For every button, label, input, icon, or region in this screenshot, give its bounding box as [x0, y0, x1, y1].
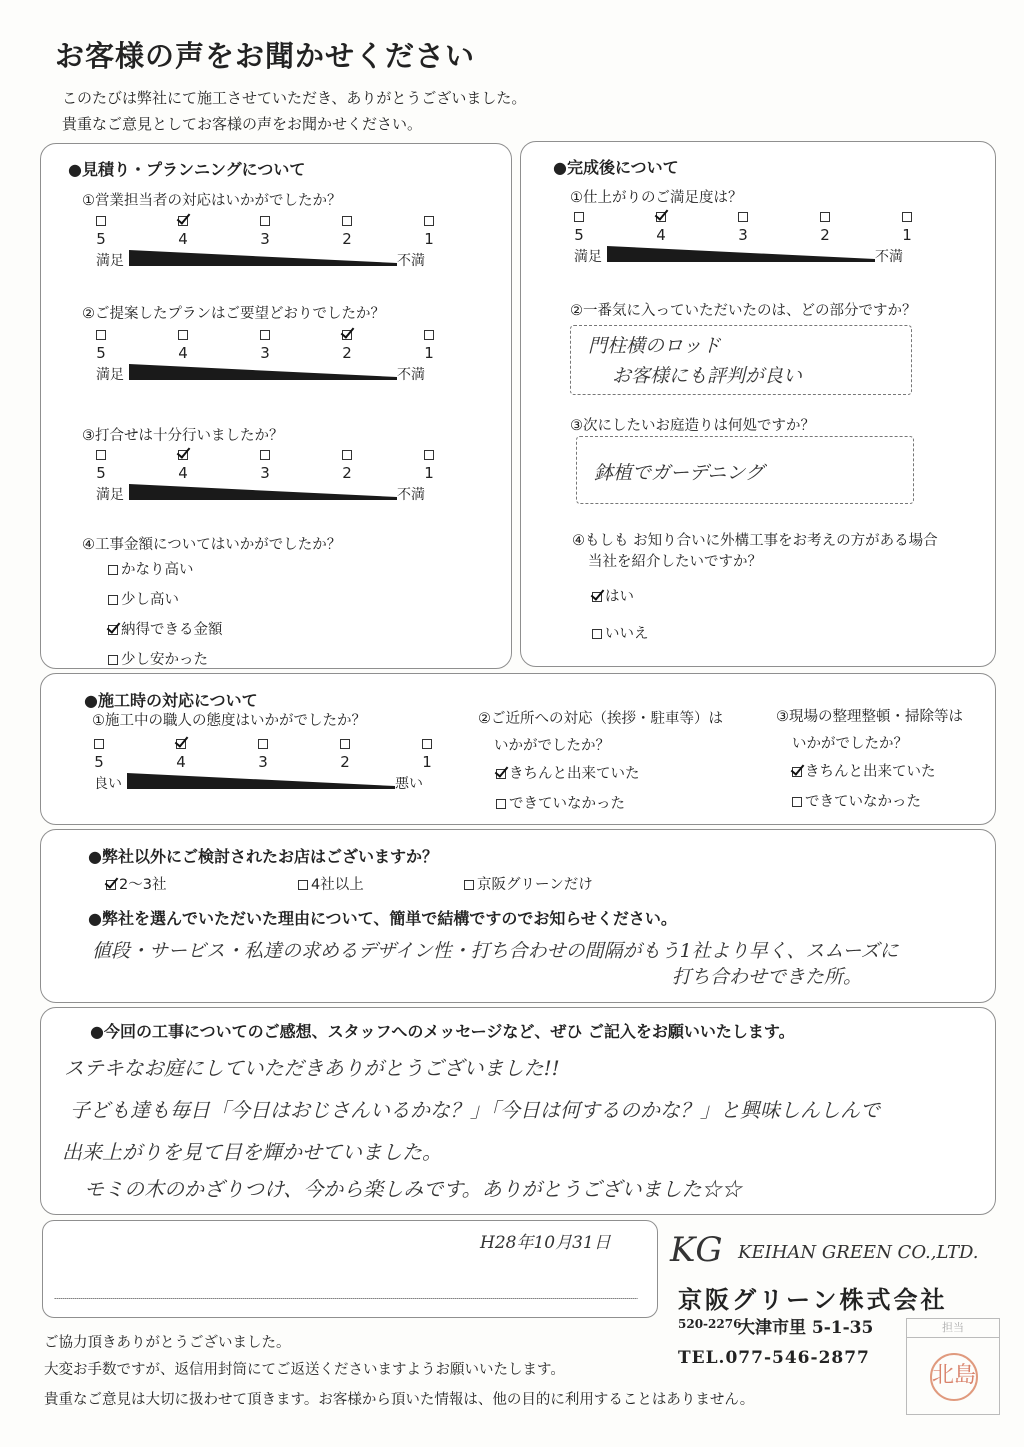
option-label: できていなかった — [509, 796, 625, 812]
rating-number-4: 4 — [178, 344, 188, 362]
rating-number-2: 2 — [342, 230, 352, 248]
other-q2-answer-2: 打ち合わせできた所。 — [672, 966, 863, 988]
rating-number-5: 5 — [96, 344, 106, 362]
after-q4-options — [592, 585, 649, 659]
comments-question: ●今回の工事についてのご感想、スタッフへのメッセージなど、ぜひ ご記入をお願いいたします。 — [90, 1022, 795, 1041]
rating-checkbox-4[interactable] — [176, 739, 186, 749]
checkbox[interactable] — [464, 880, 474, 890]
rating-checkbox-1[interactable] — [902, 212, 912, 222]
rating-checkbox-2[interactable] — [342, 450, 352, 460]
rating-number-2: 2 — [340, 753, 350, 771]
footer-line-2: 大変お手数ですが、返信用封筒にてご返送くださいますようお願いいたします。 — [44, 1362, 565, 1378]
rating-number-4: 4 — [176, 753, 186, 771]
estimate-q4-options — [108, 558, 223, 678]
rating-number-5: 5 — [94, 753, 104, 771]
checkbox[interactable] — [592, 629, 602, 639]
company-postal: 520-2276 — [678, 1317, 742, 1331]
rating-checkbox-4[interactable] — [178, 216, 188, 226]
checkbox[interactable] — [108, 595, 118, 605]
footer-line-3: 貴重なご意見は大切に扱わせて頂きます。お客様から頂いた情報は、他の目的に利用することはありません。 — [44, 1392, 755, 1408]
option-row — [792, 790, 936, 811]
option-label: きちんと出来ていた — [509, 766, 640, 782]
after-q4-line-1: ④もしも お知り合いに外構工事をお考えの方がある場合 — [572, 533, 938, 549]
construction-q1: ①施工中の職人の態度はいかがでしたか？ — [92, 713, 366, 729]
page-title: お客様の声をお聞かせください — [55, 39, 476, 73]
comment-line-4: モミの木のかざりつけ、今から楽しみです。ありがとうございました☆☆ — [84, 1177, 742, 1201]
checkbox[interactable] — [298, 880, 308, 890]
rating-checkbox-2[interactable] — [820, 212, 830, 222]
after-q3: ③次にしたいお庭造りは何処ですか？ — [570, 418, 815, 434]
rating-number-5: 5 — [574, 226, 584, 244]
option-row — [108, 588, 223, 609]
other-q2-answer-1: 値段・サービス・私達の求めるデザイン性・打ち合わせの間隔がもう1社より早く、スムーズに — [92, 940, 899, 962]
stamp-label: 担当 — [906, 1318, 1000, 1338]
option-row — [496, 792, 640, 813]
rating-checkbox-2[interactable] — [342, 216, 352, 226]
rating-checkbox-2[interactable] — [342, 330, 352, 340]
after-q3-answer: 鉢植でガーデニング — [594, 462, 764, 484]
rating-checkbox-5[interactable] — [96, 216, 106, 226]
construction-q3-options — [792, 760, 936, 820]
scale-low-label: 満足 — [96, 253, 124, 269]
checkbox[interactable] — [108, 655, 118, 665]
after-q1: ①仕上がりのご満足度は？ — [570, 190, 743, 206]
rating-checkbox-2[interactable] — [340, 739, 350, 749]
rating-checkbox-1[interactable] — [424, 450, 434, 460]
company-tel: TEL.077-546-2877 — [678, 1348, 870, 1368]
rating-checkbox-3[interactable] — [260, 216, 270, 226]
rating-checkbox-3[interactable] — [738, 212, 748, 222]
company-logo-mark: KG — [670, 1230, 723, 1270]
intro-line-1: このたびは弊社にて施工させていただき、ありがとうございました。 — [62, 89, 527, 107]
construction-q1-scale — [94, 739, 439, 803]
other-q1-option-2: 4社以上 — [298, 873, 364, 894]
checkbox[interactable] — [792, 797, 802, 807]
name-line — [54, 1298, 638, 1299]
rating-number-2: 2 — [820, 226, 830, 244]
estimate-q2: ②ご提案したプランはご要望どおりでしたか？ — [82, 306, 385, 322]
checkbox-checked[interactable] — [792, 767, 802, 777]
rating-number-5: 5 — [96, 230, 106, 248]
rating-checkbox-4[interactable] — [178, 330, 188, 340]
scale-high-label: 不満 — [875, 249, 903, 265]
rating-checkbox-1[interactable] — [424, 216, 434, 226]
rating-checkbox-5[interactable] — [96, 330, 106, 340]
option-row — [108, 618, 223, 639]
option-row — [592, 622, 649, 643]
rating-number-3: 3 — [738, 226, 748, 244]
scale-low-label: 満足 — [574, 249, 602, 265]
other-q1-option-1: 2～3社 — [106, 873, 166, 894]
rating-number-1: 1 — [424, 344, 434, 362]
option-label: 納得できる金額 — [121, 622, 223, 638]
satisfaction-wedge — [127, 773, 395, 789]
estimate-q4: ④工事金額についてはいかがでしたか？ — [82, 537, 342, 553]
checkbox-checked[interactable] — [106, 880, 116, 890]
construction-q2-options — [496, 762, 640, 822]
rating-number-3: 3 — [260, 344, 270, 362]
rating-checkbox-4[interactable] — [656, 212, 666, 222]
option-label: かなり高い — [121, 562, 194, 578]
rating-number-4: 4 — [178, 464, 188, 482]
rating-checkbox-3[interactable] — [258, 739, 268, 749]
scale-low-label: 満足 — [96, 487, 124, 503]
company-logo-text: KEIHAN GREEN CO.,LTD. — [738, 1242, 979, 1263]
rating-checkbox-5[interactable] — [96, 450, 106, 460]
option-row — [592, 585, 649, 606]
rating-number-3: 3 — [258, 753, 268, 771]
satisfaction-wedge — [607, 246, 875, 262]
comment-line-2: 子ども達も毎日「今日はおじさんいるかな？」「今日は何するのかな？」と興味しんしんで — [70, 1098, 880, 1122]
checkbox-checked[interactable] — [496, 769, 506, 779]
after-q2: ②一番気に入っていただいたのは、どの部分ですか？ — [570, 303, 917, 319]
estimate-q2-scale — [96, 330, 441, 394]
construction-q3-line-2: いかがでしたか？ — [792, 736, 908, 752]
construction-q3-line-1: ③現場の整理整頓・掃除等は — [776, 709, 963, 725]
company-address: 大津市里 5-1-35 — [738, 1318, 874, 1338]
construction-heading: ●施工時の対応について — [84, 691, 258, 710]
after-q2-answer-1: 門柱横のロッド — [588, 335, 721, 357]
other-q2: ●弊社を選んでいただいた理由について、簡単で結構ですのでお知らせください。 — [88, 909, 677, 928]
other-q1: ●弊社以外にご検討されたお店はございますか？ — [88, 847, 438, 866]
estimate-q3-scale — [96, 450, 441, 514]
satisfaction-wedge — [129, 364, 397, 380]
rating-number-2: 2 — [342, 344, 352, 362]
construction-q2-line-1: ②ご近所への対応（挨拶・駐車等）は — [478, 711, 723, 727]
other-q1-option-3: 京阪グリーンだけ — [464, 873, 593, 894]
scale-high-label: 不満 — [397, 253, 425, 269]
option-label: はい — [605, 589, 634, 605]
scale-low-label: 満足 — [96, 367, 124, 383]
option-row — [108, 648, 223, 669]
checkbox-checked[interactable] — [592, 592, 602, 602]
rating-checkbox-1[interactable] — [424, 330, 434, 340]
staff-seal: 北島 — [930, 1353, 978, 1401]
rating-number-5: 5 — [96, 464, 106, 482]
rating-checkbox-5[interactable] — [94, 739, 104, 749]
option-label: 少し安かった — [121, 652, 208, 668]
scale-high-label: 不満 — [397, 487, 425, 503]
satisfaction-wedge — [129, 484, 397, 500]
rating-number-4: 4 — [178, 230, 188, 248]
company-name: 京阪グリーン株式会社 — [678, 1285, 948, 1314]
date-field: H28年10月31日 — [480, 1233, 611, 1253]
rating-number-3: 3 — [260, 464, 270, 482]
rating-number-3: 3 — [260, 230, 270, 248]
after-q2-answer-2: お客様にも評判が良い — [612, 365, 803, 387]
estimate-q1-scale — [96, 216, 441, 280]
scale-low-label: 良い — [94, 776, 122, 792]
rating-number-4: 4 — [656, 226, 666, 244]
after-heading: ●完成後について — [553, 158, 679, 177]
after-q1-scale — [574, 212, 919, 276]
checkbox-checked[interactable] — [108, 625, 118, 635]
option-label: できていなかった — [805, 794, 921, 810]
scale-high-label: 悪い — [395, 776, 423, 792]
rating-number-1: 1 — [422, 753, 432, 771]
comment-line-3: 出来上がりを見て目を輝かせていました。 — [62, 1140, 442, 1164]
checkbox[interactable] — [108, 565, 118, 575]
rating-number-2: 2 — [342, 464, 352, 482]
option-row — [108, 558, 223, 579]
intro-line-2: 貴重なご意見としてお客様の声をお聞かせください。 — [62, 115, 423, 133]
rating-checkbox-1[interactable] — [422, 739, 432, 749]
estimate-heading: ●見積り・プランニングについて — [68, 160, 306, 179]
estimate-q1: ①営業担当者の対応はいかがでしたか？ — [82, 193, 342, 209]
option-label: きちんと出来ていた — [805, 764, 936, 780]
rating-checkbox-5[interactable] — [574, 212, 584, 222]
rating-checkbox-4[interactable] — [178, 450, 188, 460]
construction-q2-line-2: いかがでしたか？ — [494, 738, 610, 754]
rating-checkbox-3[interactable] — [260, 450, 270, 460]
footer-line-1: ご協力頂きありがとうございました。 — [44, 1335, 291, 1351]
checkbox[interactable] — [496, 799, 506, 809]
after-q4-line-2: 当社を紹介したいですか？ — [588, 554, 762, 570]
rating-checkbox-3[interactable] — [260, 330, 270, 340]
rating-number-1: 1 — [424, 464, 434, 482]
comment-line-1: ステキなお庭にしていただきありがとうございました!! — [64, 1056, 560, 1080]
rating-number-1: 1 — [902, 226, 912, 244]
option-row — [792, 760, 936, 781]
satisfaction-wedge — [129, 250, 397, 266]
estimate-q3: ③打合せは十分行いましたか？ — [82, 428, 284, 444]
option-label: 少し高い — [121, 592, 179, 608]
scale-high-label: 不満 — [397, 367, 425, 383]
option-label: いいえ — [605, 626, 649, 642]
option-row — [496, 762, 640, 783]
rating-number-1: 1 — [424, 230, 434, 248]
